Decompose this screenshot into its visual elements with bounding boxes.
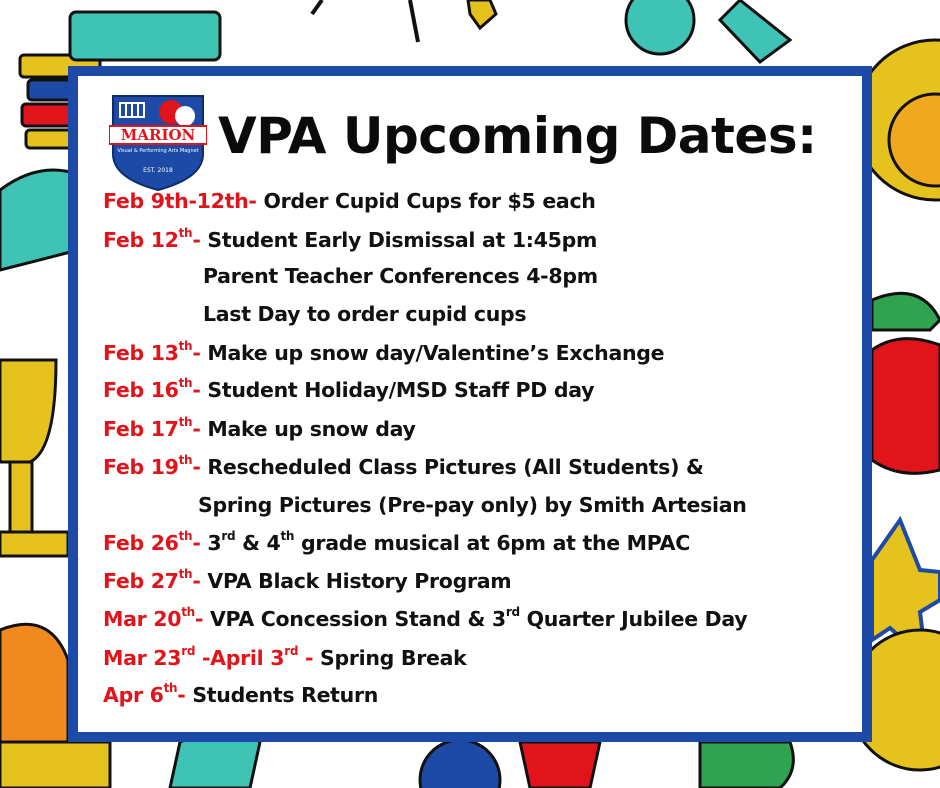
event-row: Mar 23rd -April 3rd - Spring Break — [103, 644, 467, 670]
page-title: VPA Upcoming Dates: — [218, 107, 817, 165]
event-row: Mar 20th- VPA Concession Stand & 3rd Quarter Jubilee Day — [103, 605, 748, 631]
pencil-icon — [312, 0, 496, 42]
event-row-continuation: Last Day to order cupid cups — [203, 302, 527, 326]
marion-logo — [109, 92, 207, 192]
event-row: Feb 12th- Student Early Dismissal at 1:45pm — [103, 226, 598, 252]
event-row: Feb 13th- Make up snow day/Valentine’s Exchange — [103, 339, 665, 365]
event-row: Feb 9th-12th- Order Cupid Cups for $5 each — [103, 189, 596, 213]
event-row: Feb 16th- Student Holiday/MSD Staff PD day — [103, 376, 595, 402]
protractor-icon — [0, 624, 68, 742]
event-row-continuation: Spring Pictures (Pre-pay only) by Smith Artesian — [198, 493, 747, 517]
svg-text:Visual & Performing Arts Magne: Visual & Performing Arts Magnet — [117, 148, 199, 154]
event-row: Feb 26th- 3rd & 4th grade musical at 6pm at the MPAC — [103, 529, 690, 555]
event-row: Apr 6th- Students Return — [103, 681, 379, 707]
red-apple-icon — [872, 339, 940, 474]
trophy-icon — [0, 360, 68, 556]
event-row: Feb 17th- Make up snow day — [103, 415, 416, 441]
event-row-continuation: Parent Teacher Conferences 4-8pm — [203, 264, 598, 288]
apple-icon — [626, 0, 694, 54]
event-row: Feb 27th- VPA Black History Program — [103, 567, 512, 593]
svg-text:MARION: MARION — [120, 126, 196, 144]
event-row: Feb 19th- Rescheduled Class Pictures (All Students) & — [103, 453, 704, 479]
svg-text:EST. 2018: EST. 2018 — [143, 167, 173, 174]
